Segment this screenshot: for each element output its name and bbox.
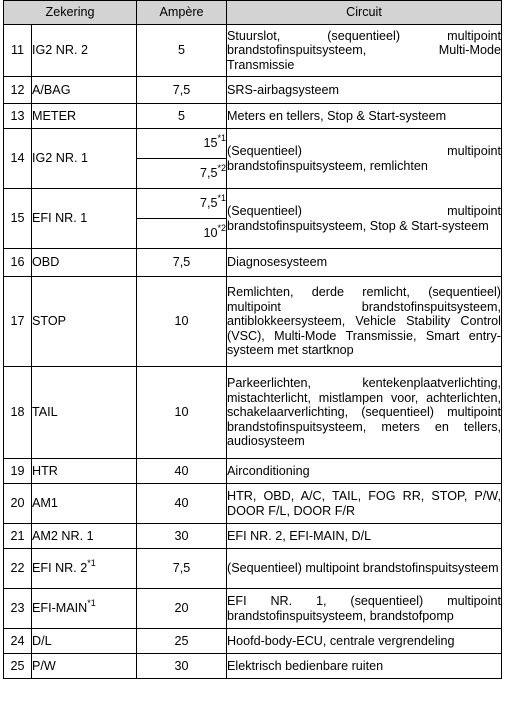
circuit-description: EFI NR. 1, (sequentieel) multipoint brandstofinspuitsysteem, brandstofpomp	[227, 589, 502, 629]
circuit-description: HTR, OBD, A/C, TAIL, FOG RR, STOP, P/W, DOOR F/L, DOOR F/R	[227, 484, 502, 524]
ampere-value: 30	[137, 654, 227, 679]
fuse-name: AM1	[32, 484, 137, 524]
circuit-description: Hoofd-body-ECU, centrale vergrendeling	[227, 629, 502, 654]
circuit-description: Elektrisch bedienbare ruiten	[227, 654, 502, 679]
ampere-value: 30	[137, 524, 227, 549]
ampere-value: 5	[137, 25, 227, 77]
table-row	[4, 524, 502, 549]
circuit-description: EFI NR. 2, EFI-MAIN, D/L	[227, 524, 502, 549]
table-header-row	[4, 1, 502, 25]
fuse-name: IG2 NR. 2	[32, 25, 137, 77]
fuse-name: TAIL	[32, 367, 137, 459]
table-row	[4, 629, 502, 654]
row-number: 14	[4, 129, 32, 189]
ampere-value: 10$^{*2}$	[137, 219, 227, 249]
fuse-name: METER	[32, 104, 137, 129]
circuit-description: Airconditioning	[227, 459, 502, 484]
fuse-name: D/L	[32, 629, 137, 654]
ampere-value: 7,5	[137, 549, 227, 589]
footnote-marker: *1	[217, 133, 226, 144]
footnote-marker: *2	[217, 163, 226, 174]
ampere-value: 7,5$^{*1}$	[137, 189, 227, 219]
fuse-name: EFI-MAIN$^{*1}$	[32, 589, 137, 629]
row-number: 20	[4, 484, 32, 524]
table-row	[4, 459, 502, 484]
circuit-description: Remlichten, derde remlicht, (sequentieel) multipoint brandstofinspuitsysteem, antiblokkeersysteem, Vehicle Stability Control (VSC), Multi-Mode Transmissie, Smart entry-systeem met startknop	[227, 277, 502, 367]
fuse-name: AM2 NR. 1	[32, 524, 137, 549]
fuse-name: IG2 NR. 1	[32, 129, 137, 189]
row-number: 25	[4, 654, 32, 679]
ampere-value: 10	[137, 367, 227, 459]
fuse-name: A/BAG	[32, 77, 137, 104]
table-row	[4, 25, 502, 77]
fuse-name: OBD	[32, 249, 137, 277]
header-zekering: Zekering	[4, 1, 137, 25]
ampere-value: 7,5$^{*2}$	[137, 159, 227, 189]
row-number: 13	[4, 104, 32, 129]
table-row	[4, 277, 502, 367]
ampere-value: 5	[137, 104, 227, 129]
row-number: 18	[4, 367, 32, 459]
fuse-table	[3, 0, 502, 679]
row-number: 12	[4, 77, 32, 104]
fuse-name: HTR	[32, 459, 137, 484]
circuit-description: (Sequentieel) multipoint brandstofinspuitsysteem, Stop & Start-systeem	[227, 189, 502, 249]
ampere-value: 15$^{*1}$	[137, 129, 227, 159]
circuit-description: (Sequentieel) multipoint brandstofinspuitsysteem	[227, 549, 502, 589]
table-row	[4, 249, 502, 277]
circuit-description: Diagnosesysteem	[227, 249, 502, 277]
table-row	[4, 104, 502, 129]
row-number: 21	[4, 524, 32, 549]
row-number: 24	[4, 629, 32, 654]
table-row	[4, 77, 502, 104]
row-number: 11	[4, 25, 32, 77]
circuit-description: SRS-airbagsysteem	[227, 77, 502, 104]
fuse-name: EFI NR. 1	[32, 189, 137, 249]
circuit-description: Stuurslot, (sequentieel) multipoint brandstofinspuitsysteem, Multi-Mode Transmissie	[227, 25, 502, 77]
header-ampere: Ampère	[137, 1, 227, 25]
table-row	[4, 484, 502, 524]
circuit-description: Parkeerlichten, kentekenplaatverlichting, mistachterlicht, mistlampen voor, achterlichten, schakelaarverlichting, (sequentieel) multipoint brandstofinspuitsysteem, meters en tellers, audiosysteem	[227, 367, 502, 459]
fuse-name: STOP	[32, 277, 137, 367]
table-row	[4, 549, 502, 589]
row-number: 15	[4, 189, 32, 249]
row-number: 17	[4, 277, 32, 367]
ampere-value: 7,5	[137, 77, 227, 104]
fuse-name: P/W	[32, 654, 137, 679]
table-row	[4, 589, 502, 629]
table-row	[4, 129, 502, 159]
row-number: 16	[4, 249, 32, 277]
ampere-value: 40	[137, 484, 227, 524]
ampere-value: 25	[137, 629, 227, 654]
footnote-marker: *1	[87, 558, 96, 569]
footnote-marker: *2	[217, 223, 226, 234]
ampere-value: 40	[137, 459, 227, 484]
row-number: 22	[4, 549, 32, 589]
fuse-name: EFI NR. 2$^{*1}$	[32, 549, 137, 589]
footnote-marker: *1	[87, 598, 96, 609]
table-row	[4, 189, 502, 219]
table-row	[4, 654, 502, 679]
header-circuit: Circuit	[227, 1, 502, 25]
circuit-description: Meters en tellers, Stop & Start-systeem	[227, 104, 502, 129]
ampere-value: 20	[137, 589, 227, 629]
row-number: 23	[4, 589, 32, 629]
footnote-marker: *1	[217, 193, 226, 204]
row-number: 19	[4, 459, 32, 484]
circuit-description: (Sequentieel) multipoint brandstofinspuitsysteem, remlichten	[227, 129, 502, 189]
table-row	[4, 367, 502, 459]
ampere-value: 10	[137, 277, 227, 367]
ampere-value: 7,5	[137, 249, 227, 277]
